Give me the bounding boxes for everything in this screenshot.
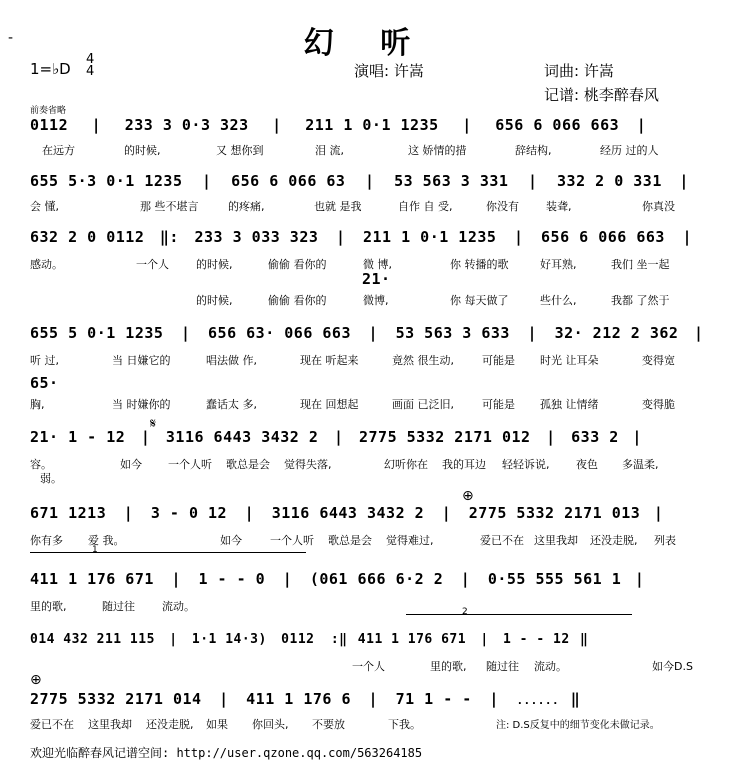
barline: | xyxy=(368,324,379,342)
lyric: 当 时嫌你的 xyxy=(112,398,171,411)
measure: 2775 5332 2171 013 xyxy=(468,504,641,522)
final-barline: ‖ xyxy=(570,690,581,708)
measure: 656 6 066 663 xyxy=(541,228,665,246)
lyric: 孤独 让情绪 xyxy=(540,398,599,411)
lyric: 还没走脱, xyxy=(590,534,638,547)
lyric: 现在 听起来 xyxy=(300,354,359,367)
lyric: 当 日嫌它的 xyxy=(112,354,171,367)
coda-icon: ⊕ xyxy=(462,488,474,504)
lyric: 一个人 xyxy=(136,258,169,271)
barline: | xyxy=(679,172,689,190)
lyric: 装聋, xyxy=(546,200,572,213)
barline: | xyxy=(169,632,178,647)
lyric: 里的歌, xyxy=(430,660,467,673)
lyric: 幻听你在 xyxy=(384,458,428,471)
barline: | xyxy=(527,324,538,342)
song-title: 幻 听 xyxy=(303,26,429,61)
measure: 671 1213 xyxy=(30,504,107,522)
measure: (061 666 6·2 2 xyxy=(309,570,444,588)
measure: 655 5 0·1 1235 xyxy=(30,324,164,342)
transcriber: 记谱: 桃李醉春风 xyxy=(544,86,659,104)
lyric: 些什么, xyxy=(540,294,577,307)
alt-lyric-row-5: 弱。 xyxy=(40,472,62,485)
lyric: 在远方 xyxy=(42,144,75,157)
time-signature-denominator: 4 xyxy=(86,64,95,79)
lyric: 一个人听 xyxy=(270,534,314,547)
lyric: 如今 xyxy=(120,458,142,471)
score-row-9 xyxy=(30,690,582,708)
lyric: 爱 我。 xyxy=(88,534,125,547)
lyric: 时光 让耳朵 xyxy=(540,354,599,367)
volta-2-label: 2 xyxy=(462,607,468,617)
lyric: 胸, xyxy=(30,398,45,411)
measure: 2775 5332 2171 012 xyxy=(359,428,531,446)
lyric: 随过往 xyxy=(102,600,135,613)
measure: 32· 212 2 362 xyxy=(554,324,679,342)
lyric: 流动。 xyxy=(162,600,195,613)
lyric: 那 些不堪言 xyxy=(140,200,199,213)
lyric: 偷偷 看你的 xyxy=(268,258,327,271)
lyric: 多温柔, xyxy=(622,458,659,471)
barline: | xyxy=(91,116,102,134)
barline: | xyxy=(365,172,375,190)
score-row-4 xyxy=(30,324,710,342)
lyric: 这 娇情的措 xyxy=(408,144,467,157)
barline: | xyxy=(634,570,645,588)
time-signature-numerator: 4 xyxy=(86,52,95,67)
barline: | xyxy=(335,228,346,246)
measure: 633 2 xyxy=(571,428,619,446)
volta-1-label: 1 xyxy=(92,545,98,555)
barline: | xyxy=(171,570,181,588)
barline: | xyxy=(636,116,647,134)
lyric: 觉得难过, xyxy=(386,534,434,547)
lyric: 会 懂, xyxy=(30,200,59,213)
lyric: 歌总是会 xyxy=(328,534,372,547)
barline: | xyxy=(546,428,556,446)
lyric: 你有多 xyxy=(30,534,63,547)
alt-notes-row-3: 21· xyxy=(362,270,391,288)
coda-icon: ⊕ xyxy=(30,672,42,688)
lyric: 你 转播的歌 xyxy=(450,258,509,271)
measure: 411 1 176 6 xyxy=(246,690,351,708)
lyric: 的时候, xyxy=(196,294,233,307)
barline: | xyxy=(632,428,642,446)
barline: | xyxy=(244,504,255,522)
lyric: 我都 了然于 xyxy=(611,294,670,307)
lyric: 列表 xyxy=(654,534,676,547)
lyric: 的时候, xyxy=(124,144,161,157)
alt-notes-row-4: 65· xyxy=(30,374,59,392)
composer: 词曲: 许嵩 xyxy=(544,62,614,80)
lyric: 如今D.S xyxy=(652,660,693,673)
measure: 71 1 - - xyxy=(395,690,472,708)
lyric: 一个人 xyxy=(352,660,385,673)
barline: | xyxy=(653,504,664,522)
measure: 2775 5332 2171 014 xyxy=(30,690,202,708)
lyric: 好耳熟, xyxy=(540,258,577,271)
measure: 1 - - 0 xyxy=(198,570,266,588)
measure: 411 1 176 671 xyxy=(30,570,154,588)
final-barline: ‖ xyxy=(579,632,589,647)
lyric: 泪 流, xyxy=(315,144,344,157)
lyric: 可能是 xyxy=(482,398,515,411)
barline: | xyxy=(219,690,229,708)
lyric: 听 过, xyxy=(30,354,59,367)
lyric: 下我。 xyxy=(388,718,421,731)
barline: | xyxy=(272,116,282,134)
lyric: 歌总是会 xyxy=(226,458,270,471)
lyric: 你回头, xyxy=(252,718,289,731)
barline: | xyxy=(489,690,499,708)
lyric: 竟然 很生动, xyxy=(392,354,454,367)
lyric: 变得脆 xyxy=(642,398,675,411)
measure: 656 63· 066 663 xyxy=(208,324,351,342)
barline: | xyxy=(333,428,344,446)
lyric: 爱已不在 xyxy=(480,534,524,547)
volta-1-bracket xyxy=(30,552,306,553)
measure: 632 2 0 0112 xyxy=(30,228,145,246)
lyric: 爱已不在 xyxy=(30,718,74,731)
score-row-6 xyxy=(30,504,667,522)
barline: | xyxy=(441,504,452,522)
score-row-8 xyxy=(30,632,590,647)
barline: | xyxy=(480,632,489,647)
measure: 014 432 211 115 xyxy=(30,632,155,647)
repeat-start: ‖: xyxy=(159,228,179,246)
lyric: 容。 xyxy=(30,458,52,471)
lyric: 画面 已泛旧, xyxy=(392,398,454,411)
measure: 0112 xyxy=(30,116,69,134)
prelude-note: 前奏省略 xyxy=(30,106,67,116)
ds-note: 注: D.S反复中的细节变化未做记录。 xyxy=(496,720,660,731)
measure: 3 - 0 12 xyxy=(150,504,228,522)
lyric: 也就 是我 xyxy=(314,200,362,213)
lyric: 经历 过的人 xyxy=(600,144,659,157)
lyric: 我的耳边 xyxy=(442,458,486,471)
lyric: 不要放 xyxy=(312,718,345,731)
barline: | xyxy=(140,428,151,446)
score-row-1 xyxy=(30,116,654,134)
lyric: 自作 自 受, xyxy=(398,200,453,213)
measure: 656 6 066 63 xyxy=(231,172,346,190)
singer: 演唱: 许嵩 xyxy=(354,62,424,80)
barline: | xyxy=(513,228,524,246)
measure: 211 1 0·1 1235 xyxy=(305,116,439,134)
barline: | xyxy=(123,504,134,522)
lyric: 我们 坐一起 xyxy=(611,258,670,271)
measure: 0112 xyxy=(281,632,315,647)
lyric: 这里我却 xyxy=(534,534,578,547)
lyric: 随过往 xyxy=(486,660,519,673)
repeat-end: :‖ xyxy=(330,632,348,647)
lyric: 如今 xyxy=(220,534,242,547)
lyric: 觉得失落, xyxy=(284,458,332,471)
lyric: 轻轻诉说, xyxy=(502,458,550,471)
lyric: 你 每天做了 xyxy=(450,294,509,307)
volta-2-bracket xyxy=(406,614,632,615)
measure: 655 5·3 0·1 1235 xyxy=(30,172,183,190)
lyric: 蠢话太 多, xyxy=(206,398,257,411)
measure: 3116 6443 3432 2 xyxy=(165,428,319,446)
lyric: 可能是 xyxy=(482,354,515,367)
dash-mark: - xyxy=(8,30,14,46)
segno-icon: 𝄋 xyxy=(150,416,157,432)
lyric: 这里我却 xyxy=(88,718,132,731)
measure: 53 563 3 633 xyxy=(395,324,510,342)
measure: 211 1 0·1 1235 xyxy=(363,228,497,246)
lyric: 又 想你到 xyxy=(216,144,264,157)
lyric: 里的歌, xyxy=(30,600,67,613)
barline: | xyxy=(682,228,692,246)
lyric: 感动。 xyxy=(30,258,63,271)
lyric: 偷偷 看你的 xyxy=(268,294,327,307)
barline: | xyxy=(180,324,191,342)
barline: | xyxy=(282,570,293,588)
measure: 411 1 176 671 xyxy=(357,632,467,647)
lyric: 你没有 xyxy=(486,200,519,213)
barline: | xyxy=(527,172,538,190)
barline: | xyxy=(202,172,212,190)
key-signature: 1=♭D xyxy=(30,60,71,78)
measure: 332 2 0 331 xyxy=(557,172,662,190)
barline: | xyxy=(462,116,472,134)
lyric: 还没走脱, xyxy=(146,718,194,731)
lyric: 你真没 xyxy=(642,200,675,213)
score-row-7 xyxy=(30,570,648,588)
lyric: 辞结构, xyxy=(515,144,552,157)
lyric: 流动。 xyxy=(534,660,567,673)
lyric: 的时候, xyxy=(196,258,233,271)
barline: | xyxy=(460,570,471,588)
lyric: 变得宽 xyxy=(642,354,675,367)
lyric: 一个人听 xyxy=(168,458,212,471)
score-row-2 xyxy=(30,172,697,190)
lyric: 如果 xyxy=(206,718,228,731)
measure: 53 563 3 331 xyxy=(394,172,509,190)
footer-url: 欢迎光临醉春风记谱空间: http://user.qzone.qq.com/563264185 xyxy=(30,746,423,760)
lyric: 现在 回想起 xyxy=(300,398,359,411)
measure: 3116 6443 3432 2 xyxy=(271,504,425,522)
measure: ...... xyxy=(516,694,560,707)
lyric: 唱法做 作, xyxy=(206,354,257,367)
lyric: 夜色 xyxy=(576,458,598,471)
measure: 233 3 033 323 xyxy=(194,228,319,246)
time-signature xyxy=(86,54,94,78)
measure: 21· 1 - 12 xyxy=(30,428,126,446)
measure: 0·55 555 561 1 xyxy=(487,570,622,588)
measure: 1 - - 12 xyxy=(503,632,570,647)
lyric: 的疼痛, xyxy=(228,200,265,213)
score-row-3 xyxy=(30,228,700,246)
measure: 1·1 14·3) xyxy=(191,632,267,647)
measure: 233 3 0·3 323 xyxy=(124,116,249,134)
lyric: 微 博, xyxy=(363,258,392,271)
barline: | xyxy=(368,690,379,708)
barline: | xyxy=(694,324,704,342)
lyric: 微博, xyxy=(363,294,389,307)
measure: 656 6 066 663 xyxy=(495,116,620,134)
score-row-5 xyxy=(30,428,646,446)
